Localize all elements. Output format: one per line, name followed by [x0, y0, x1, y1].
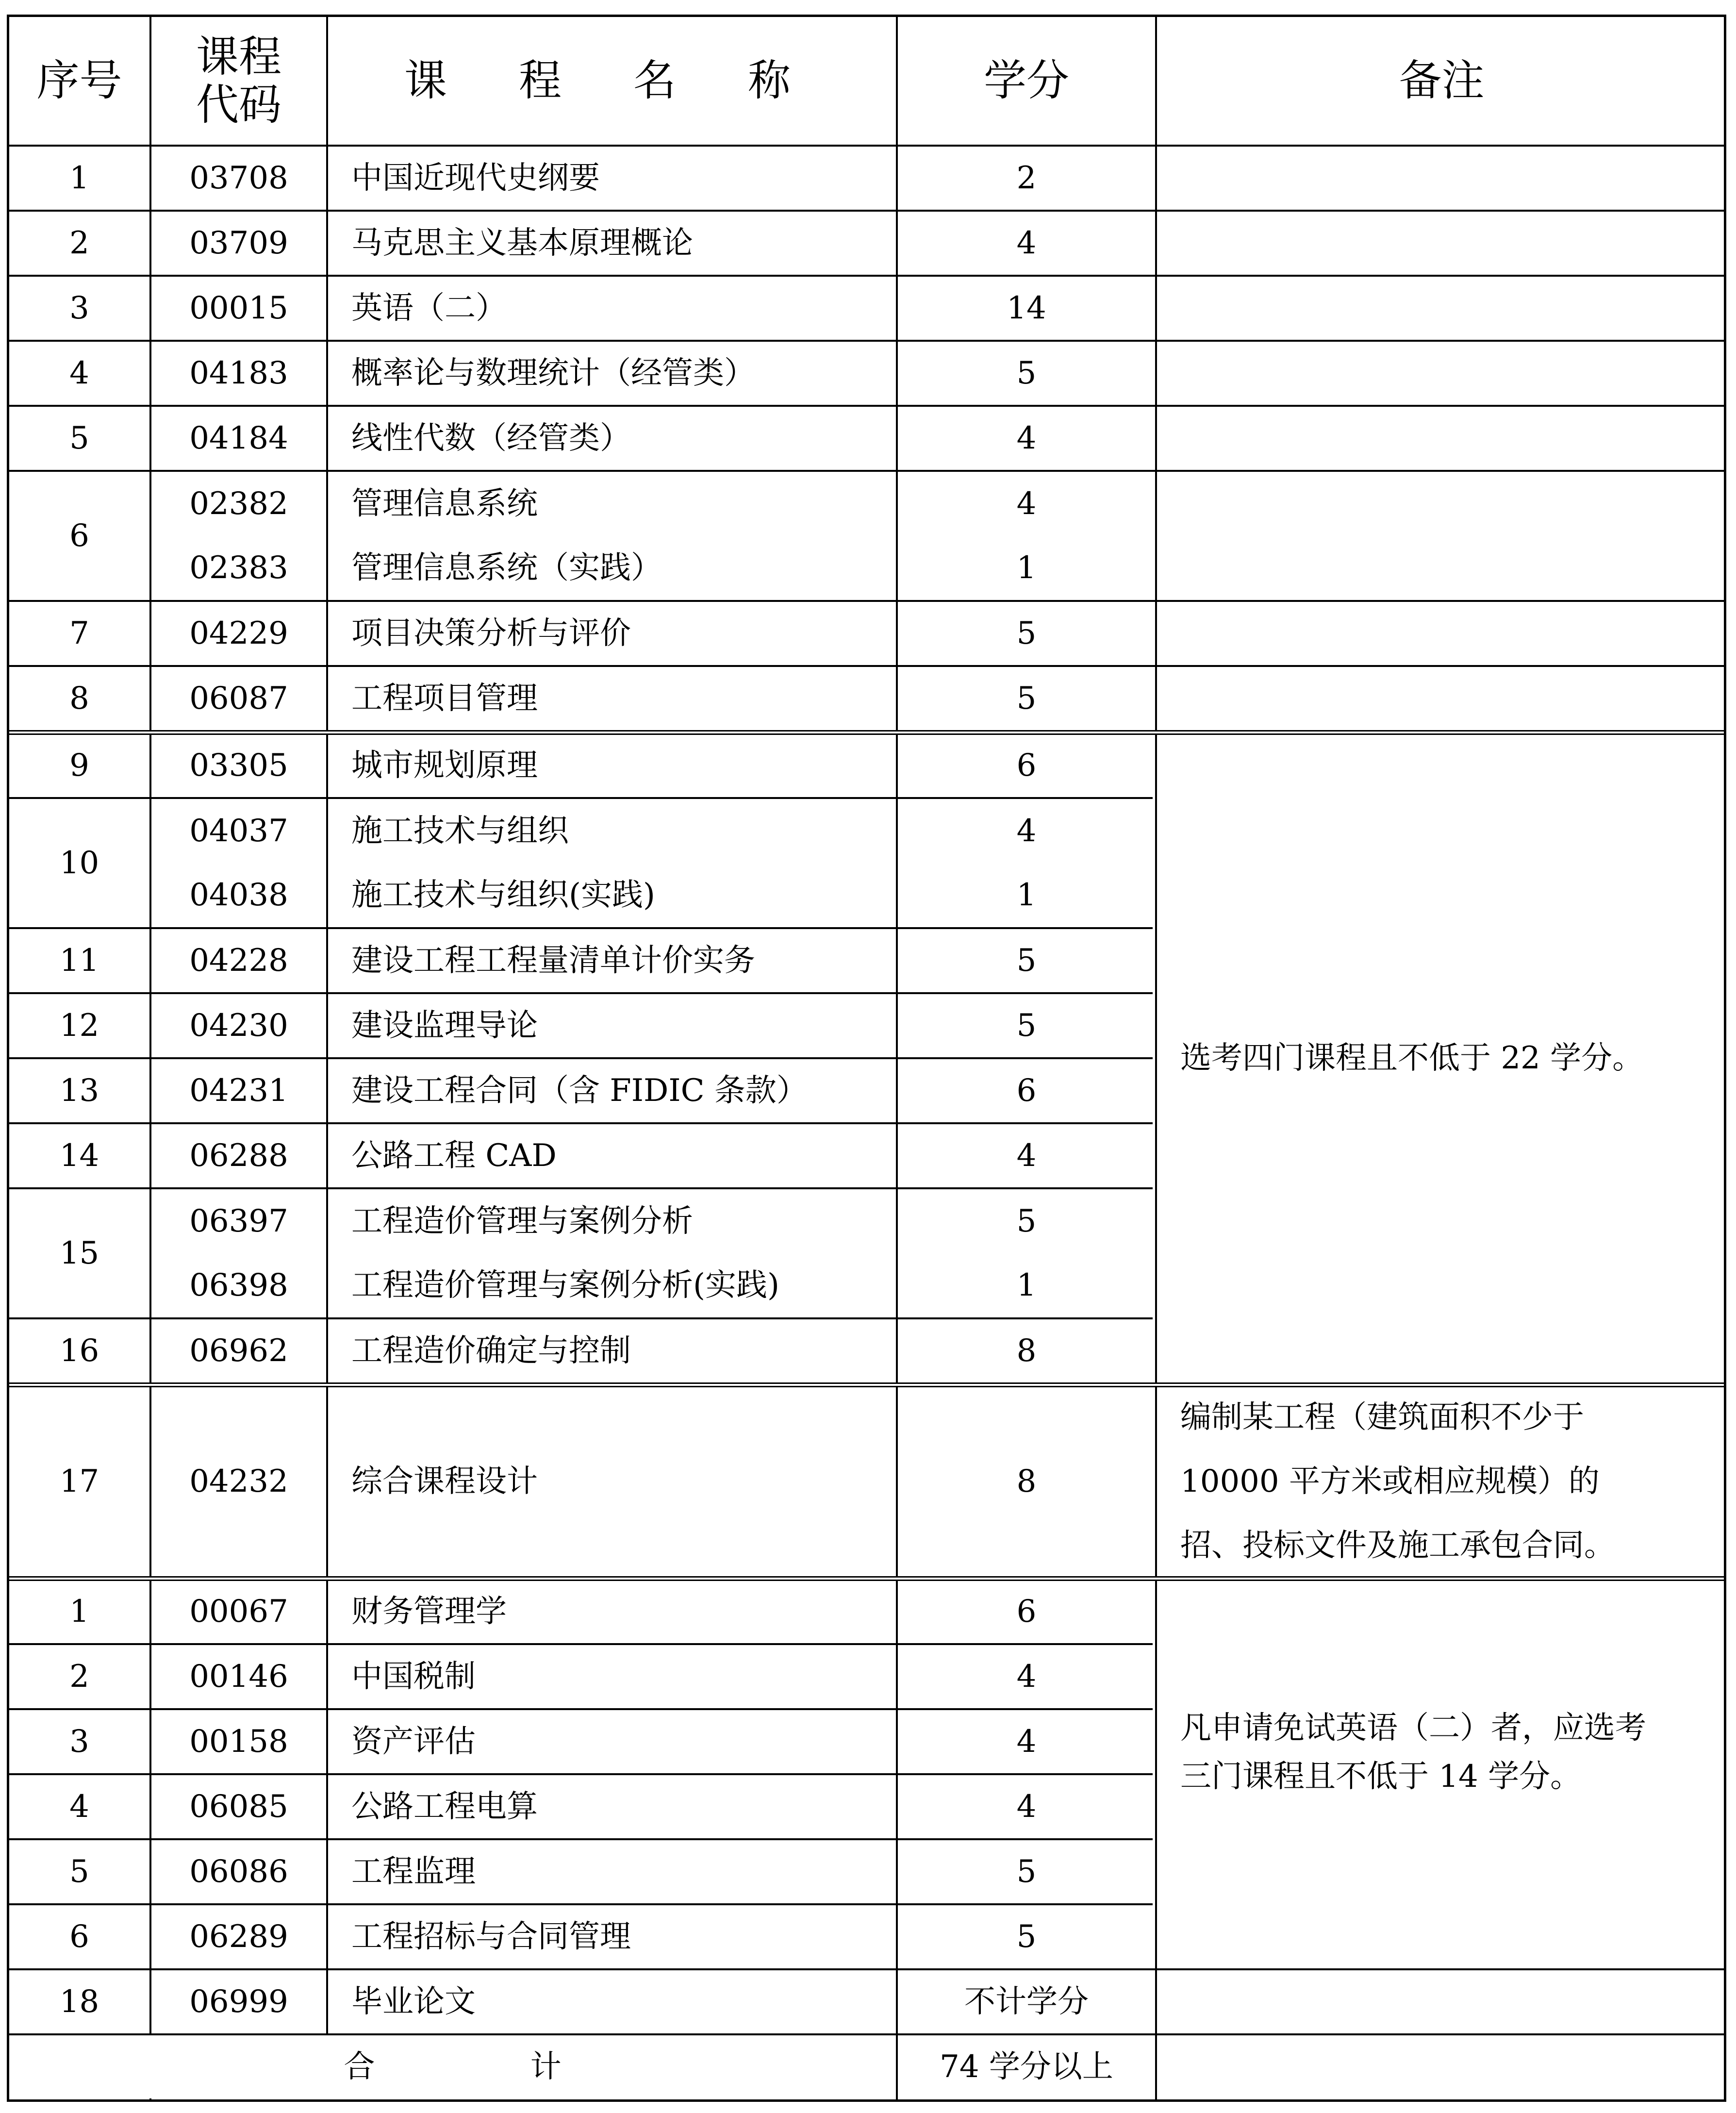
remark-design — [1157, 1386, 1726, 1576]
table-row-code: 06962 — [189, 1333, 288, 1369]
table-row-seq: 4 — [69, 1789, 89, 1825]
table-row-course-name: 公路工程电算 — [351, 1789, 538, 1825]
table-row-course-name: 概率论与数理统计（经管类） — [351, 355, 755, 391]
table-row-course-name: 财务管理学 — [351, 1594, 507, 1630]
header-code-line2: 代码 — [196, 79, 281, 130]
table-row-credits: 4 — [1016, 813, 1037, 849]
remark-elective-b — [1157, 1580, 1726, 1925]
table-row-code: 06086 — [189, 1854, 288, 1890]
table-row-code: 04037 — [189, 813, 288, 849]
table-row-course-name: 工程监理 — [351, 1854, 476, 1890]
table-row-code: 06288 — [189, 1138, 288, 1174]
remark-line: 10000 平方米或相应规模）的 — [1180, 1463, 1600, 1499]
table-row-seq: 8 — [69, 681, 89, 716]
table-row-seq: 16 — [59, 1333, 99, 1369]
table-row-code: 04232 — [189, 1463, 288, 1499]
header-name: 课 程 名 称 — [404, 55, 820, 106]
table-row-code: 06398 — [189, 1267, 288, 1303]
table-row-code: 04228 — [189, 943, 288, 979]
table-row-course-name: 建设监理导论 — [351, 1008, 538, 1044]
total-credits: 74 学分以上 — [940, 2049, 1113, 2085]
table-row-code: 04038 — [189, 877, 288, 913]
table-row-course-name: 中国近现代史纲要 — [351, 160, 600, 196]
table-row-code: 06999 — [189, 1984, 288, 2020]
table-row-code: 06087 — [189, 681, 288, 716]
table-row-seq: 3 — [69, 1724, 89, 1760]
remark-text: 选考四门课程且不低于 22 学分。 — [1180, 1040, 1644, 1076]
total-label: 合 计 — [9, 2035, 896, 2098]
table-row-course-name: 施工技术与组织 — [351, 813, 569, 849]
table-row-credits: 4 — [1016, 486, 1037, 522]
header-code — [151, 17, 326, 145]
table-row-seq: 1 — [69, 1594, 89, 1630]
table-row-seq: 4 — [69, 355, 89, 391]
table-row-course-name: 工程项目管理 — [351, 681, 538, 716]
remark-elective-a — [1157, 734, 1726, 1382]
table-row-credits: 1 — [1016, 1267, 1037, 1303]
table-row-credits: 1 — [1016, 550, 1037, 586]
table-row-credits: 6 — [1016, 1073, 1037, 1109]
table-row-course-name: 管理信息系统（实践） — [351, 550, 662, 586]
table-row-seq: 5 — [69, 1854, 89, 1890]
table-row-code: 02383 — [189, 550, 288, 586]
table-row-course-name: 线性代数（经管类） — [351, 420, 631, 456]
table-row-course-name: 资产评估 — [351, 1724, 476, 1760]
table-row-code: 04231 — [189, 1073, 288, 1109]
table-row-seq: 5 — [69, 420, 89, 456]
table-row-credits: 2 — [1016, 160, 1037, 196]
table-row-seq: 9 — [69, 748, 89, 783]
table-row-course-name: 建设工程工程量清单计价实务 — [351, 943, 755, 979]
table-row-course-name: 施工技术与组织(实践) — [351, 877, 655, 913]
table-row-code: 04183 — [189, 355, 288, 391]
header-code-line1: 课程 — [196, 31, 281, 82]
table-row-course-name: 综合课程设计 — [351, 1463, 538, 1499]
table-row-course-name: 英语（二） — [351, 290, 507, 326]
table-row-seq: 15 — [59, 1235, 99, 1271]
header-credits: 学分 — [983, 55, 1069, 106]
table-row-credits: 8 — [1016, 1333, 1037, 1369]
table-row-code: 06289 — [189, 1919, 288, 1955]
table-row-seq: 6 — [69, 518, 89, 554]
table-row-course-name: 城市规划原理 — [351, 748, 538, 783]
table-row-credits: 4 — [1016, 1724, 1037, 1760]
table-row-course-name: 中国税制 — [351, 1659, 476, 1695]
table-row-seq: 13 — [59, 1073, 99, 1109]
table-row-course-name: 建设工程合同（含 FIDIC 条款） — [351, 1073, 808, 1109]
header-remarks: 备注 — [1399, 55, 1485, 106]
table-row-credits: 4 — [1016, 1659, 1037, 1695]
table-row-course-name: 工程造价管理与案例分析(实践) — [351, 1267, 779, 1303]
table-row-code: 00158 — [189, 1724, 288, 1760]
table-row-course-name: 工程招标与合同管理 — [351, 1919, 631, 1955]
remark-line: 招、投标文件及施工承包合同。 — [1180, 1527, 1615, 1564]
table-row-credits: 5 — [1016, 616, 1037, 651]
table-row-course-name: 公路工程 CAD — [351, 1138, 557, 1174]
table-row-credits: 5 — [1016, 681, 1037, 716]
table-row-seq: 2 — [69, 1659, 89, 1695]
table-row-code: 00015 — [189, 290, 288, 326]
table-row-seq: 11 — [59, 943, 99, 979]
table-row-code: 04229 — [189, 616, 288, 651]
table-row-code: 06397 — [189, 1203, 288, 1239]
table-row-code: 02382 — [189, 486, 288, 522]
table-row-seq: 2 — [69, 225, 89, 261]
table-row-credits: 1 — [1016, 877, 1037, 913]
table-row-code: 04230 — [189, 1008, 288, 1044]
table-row-credits: 5 — [1016, 1008, 1037, 1044]
table-row-seq: 6 — [69, 1919, 89, 1955]
table-row-credits: 14 — [1007, 290, 1046, 326]
table-row-code: 06085 — [189, 1789, 288, 1825]
table-row-credits: 不计学分 — [964, 1984, 1089, 2020]
table-row-code: 00067 — [189, 1594, 288, 1630]
table-row-credits: 4 — [1016, 1789, 1037, 1825]
table-row-seq: 18 — [59, 1984, 99, 2020]
table-row-credits: 5 — [1016, 943, 1037, 979]
table-row-credits: 5 — [1016, 355, 1037, 391]
table-row-credits: 5 — [1016, 1919, 1037, 1955]
table-row-seq: 12 — [59, 1008, 99, 1044]
table-row-course-name: 工程造价确定与控制 — [351, 1333, 631, 1369]
table-row-code: 04184 — [189, 420, 288, 456]
table-row-seq: 10 — [59, 845, 99, 881]
table-row-code: 03305 — [189, 748, 288, 783]
table-row-credits: 4 — [1016, 420, 1037, 456]
table-row-course-name: 项目决策分析与评价 — [351, 616, 631, 651]
table-row-course-name: 工程造价管理与案例分析 — [351, 1203, 693, 1239]
table-row-seq: 14 — [59, 1138, 99, 1174]
table-row-credits: 4 — [1016, 1138, 1037, 1174]
table-row-credits: 6 — [1016, 1594, 1037, 1630]
course-plan-table — [7, 15, 1726, 2102]
table-row-seq: 17 — [59, 1463, 99, 1499]
table-row-code: 03708 — [189, 160, 288, 196]
remark-line: 三门课程且不低于 14 学分。 — [1180, 1759, 1582, 1795]
table-row-remarks-empty — [1157, 1970, 1726, 2033]
table-row-seq: 7 — [69, 616, 89, 651]
remark-line: 凡申请免试英语（二）者，应选考 — [1180, 1710, 1646, 1746]
table-row-seq: 3 — [69, 290, 89, 326]
table-row-code: 00146 — [189, 1659, 288, 1695]
table-row-course-name: 管理信息系统 — [351, 486, 538, 522]
table-row-credits: 4 — [1016, 225, 1037, 261]
table-row-seq: 1 — [69, 160, 89, 196]
table-row-credits: 5 — [1016, 1203, 1037, 1239]
table-row-credits: 8 — [1016, 1463, 1037, 1499]
table-row-credits: 5 — [1016, 1854, 1037, 1890]
table-row-course-name: 毕业论文 — [351, 1984, 476, 2020]
table-row-credits: 6 — [1016, 748, 1037, 783]
table-row-code: 03709 — [189, 225, 288, 261]
remark-line: 编制某工程（建筑面积不少于 — [1180, 1399, 1584, 1435]
header-seq: 序号 — [36, 55, 122, 106]
table-row-course-name: 马克思主义基本原理概论 — [351, 225, 693, 261]
